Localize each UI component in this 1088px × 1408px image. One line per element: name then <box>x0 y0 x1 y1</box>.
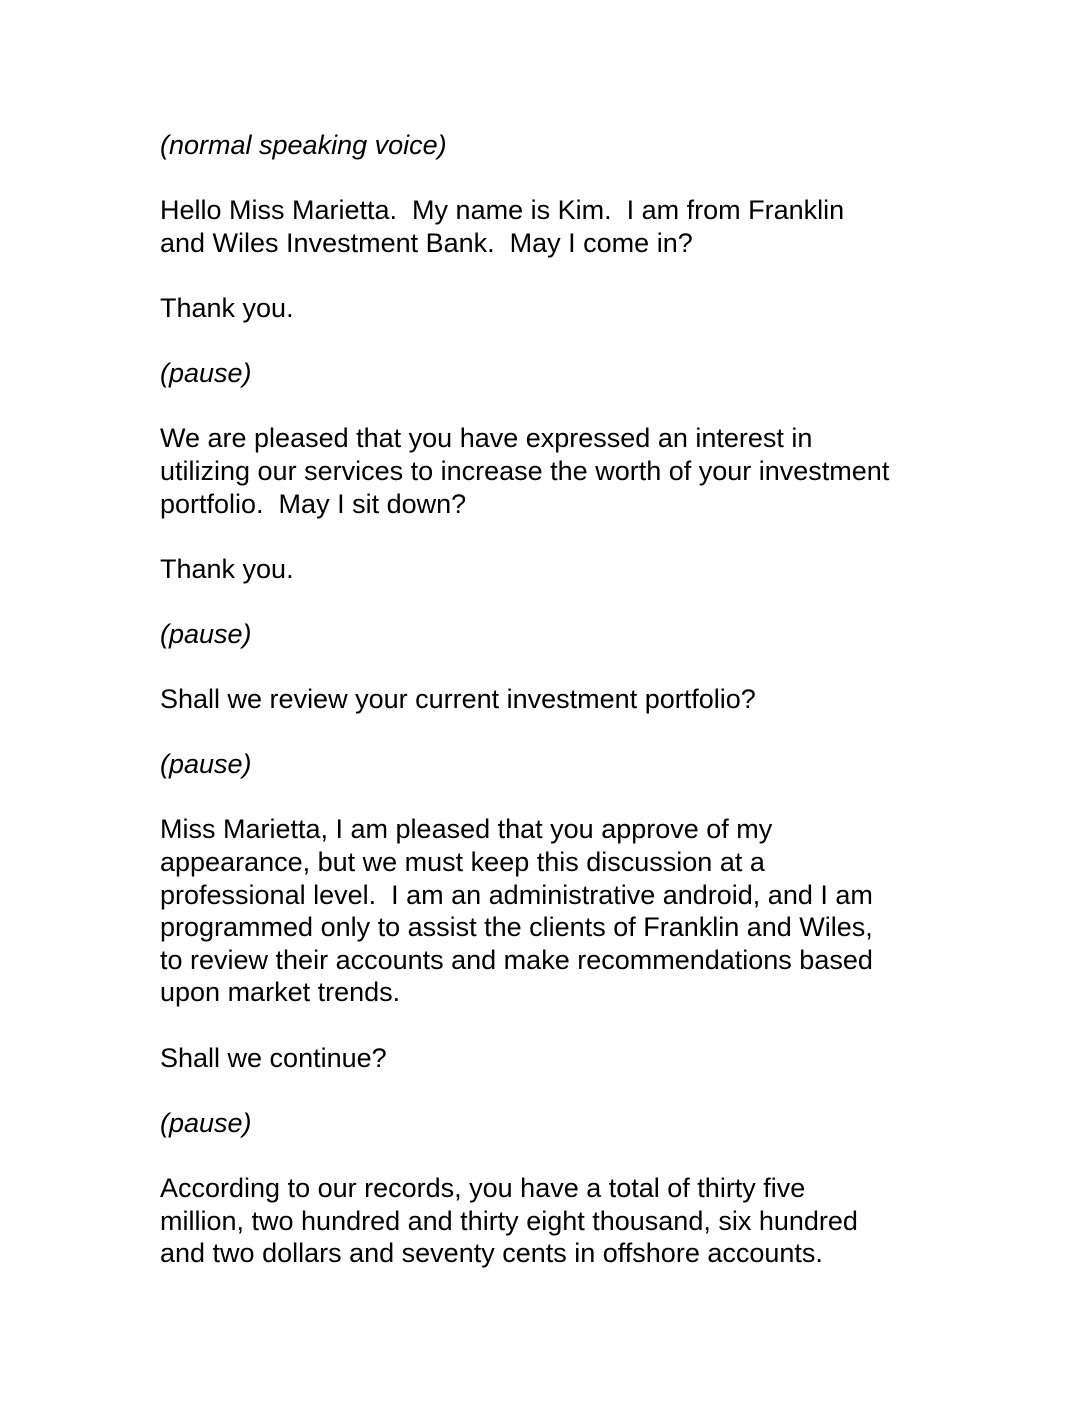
dialogue-line: Miss Marietta, I am pleased that you approve of my appearance, but we must keep this discussion at a professional level. I am an administrative android, and I am programmed only to assist the clients of Franklin and Wiles, to review their accounts and make recommendations based upon market trends. <box>160 814 873 1008</box>
stage-direction: (pause) <box>160 749 252 780</box>
dialogue-line: Thank you. <box>160 292 294 323</box>
stage-direction: (normal speaking voice) <box>160 130 447 160</box>
dialogue-line: Hello Miss Marietta. My name is Kim. I am from Franklin and Wiles Investment Bank. May I come in? <box>160 195 845 258</box>
dialogue-line: We are pleased that you have expressed an interest in utilizing our services to increase the worth of your investment portfolio. May I sit down? <box>160 423 890 519</box>
stage-direction: (pause) <box>160 1107 252 1138</box>
dialogue-line: Thank you. <box>160 553 294 584</box>
stage-direction: (pause) <box>160 358 252 389</box>
script-body <box>160 129 950 1270</box>
dialogue-line: Shall we review your current investment portfolio? <box>160 684 756 715</box>
dialogue-line: Shall we continue? <box>160 1042 387 1073</box>
dialogue-line: According to our records, you have a total of thirty five million, two hundred and thirty eight thousand, six hundred and two dollars and seventy cents in offshore accounts. <box>160 1173 858 1269</box>
stage-direction: (pause) <box>160 618 252 649</box>
